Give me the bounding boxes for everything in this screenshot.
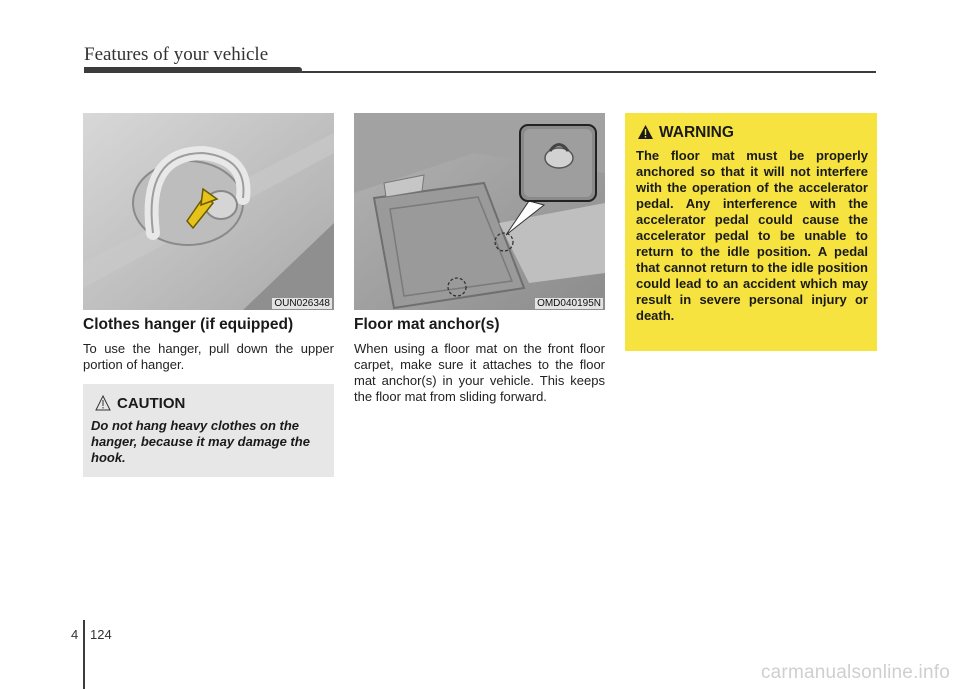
warning-text: The floor mat must be properly anchored so that it will not interfere with the operation of the accelerator pedal. Any interference with the accelerator pedal could cause the accelerator pedal to be unable to return to the idle position. A pedal that cannot return to the idle position could lead to an accident which may result in severe personal injury or death. [636, 148, 868, 323]
page-number: 124 [90, 627, 112, 642]
clothes-hanger-heading: Clothes hanger (if equipped) [83, 316, 294, 333]
figure-code: OMD040195N [537, 298, 601, 309]
watermark: carmanualsonline.info [760, 662, 950, 683]
floor-mat-heading: Floor mat anchor(s) [354, 316, 500, 333]
header-rule [300, 71, 876, 73]
page-header-title: Features of your vehicle [84, 44, 269, 65]
floor-mat-figure [354, 113, 605, 310]
warning-title: WARNING [659, 124, 734, 141]
chapter-number: 4 [71, 627, 79, 642]
clothes-hanger-figure [83, 113, 334, 310]
figure-code: OUN026348 [274, 298, 330, 309]
header-bar [84, 67, 302, 73]
clothes-hanger-body: To use the hanger, pull down the upper portion of hanger. [83, 341, 334, 372]
floor-mat-body: When using a floor mat on the front floor carpet, make sure it attaches to the floor mat anchor(s) in your vehicle. This keeps the floor mat from sliding forward. [354, 341, 605, 404]
caution-title: CAUTION [117, 395, 186, 412]
caution-triangle-icon [95, 395, 111, 411]
caution-text: Do not hang heavy clothes on the hanger, because it may damage the hook. [91, 418, 310, 465]
clothes-hanger-illustration [83, 113, 334, 310]
caution-box [83, 384, 334, 477]
warning-box [625, 113, 877, 351]
warning-triangle-icon [637, 124, 654, 140]
footer-rule [83, 620, 85, 689]
floor-mat-illustration [354, 113, 605, 310]
